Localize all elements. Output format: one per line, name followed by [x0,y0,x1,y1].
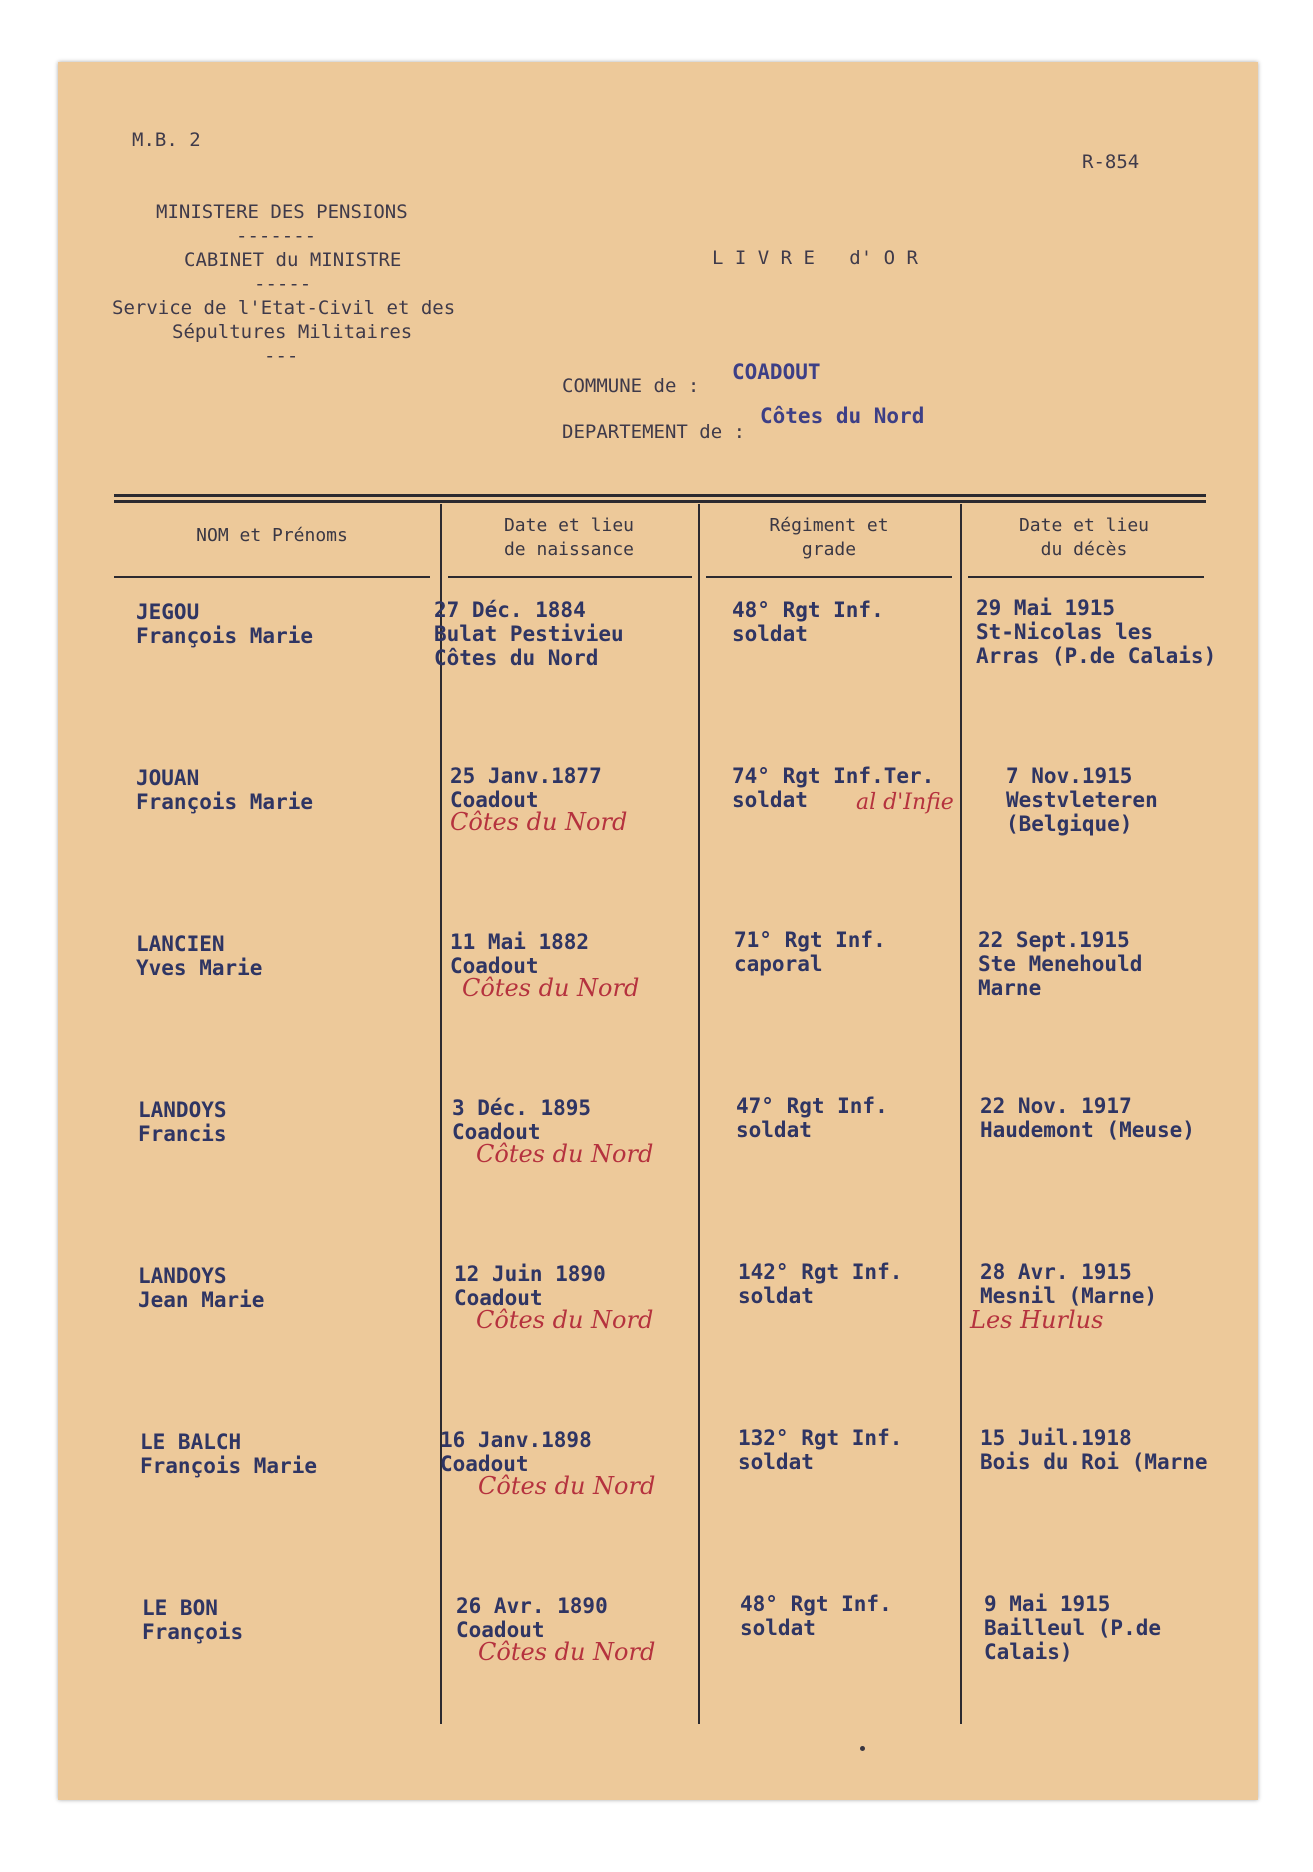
cabinet-name: CABINET du MINISTRE [184,249,402,271]
row-6-nom: LE BON François [142,1596,244,1644]
row-2-nom: LANCIEN Yves Marie [136,932,263,980]
row-2-naissance-handwritten: Côtes du Nord [462,974,640,1002]
row-4-deces: 28 Avr. 1915 Mesnil (Marne) [980,1260,1158,1308]
service-line-2: Sépultures Militaires [172,321,413,343]
row-1-naissance: 25 Janv.1877 Coadout [450,764,602,812]
ministry-name: MINISTERE DES PENSIONS [156,201,408,223]
header-underline [706,576,952,578]
row-4-naissance: 12 Juin 1890 Coadout [454,1262,606,1310]
row-1-deces: 7 Nov.1915 Westvleteren (Belgique) [1006,764,1158,836]
row-4-deces-handwritten: Les Hurlus [970,1306,1104,1334]
row-3-naissance-handwritten: Côtes du Nord [476,1140,654,1168]
row-3-deces: 22 Nov. 1917 Haudemont (Meuse) [980,1094,1195,1142]
separator: --- [264,345,299,367]
row-6-regiment: 48° Rgt Inf. soldat [740,1592,892,1640]
row-1-naissance-handwritten: Côtes du Nord [450,808,628,836]
commune-value: COADOUT [732,360,821,384]
header-underline [968,576,1204,578]
row-6-naissance-handwritten: Côtes du Nord [478,1638,656,1666]
column-header-deces: Date et lieu du décès [1018,515,1150,560]
row-5-nom: LE BALCH François Marie [140,1430,318,1478]
column-divider [960,504,962,1724]
header-underline [448,576,692,578]
row-6-deces: 9 Mai 1915 Bailleul (P.de Calais) [984,1592,1162,1664]
commune-label: COMMUNE de : [562,375,700,397]
row-5-regiment: 132° Rgt Inf. soldat [738,1426,903,1474]
header-underline [114,576,430,578]
row-0-nom: JEGOU François Marie [136,600,314,648]
row-4-nom: LANDOYS Jean Marie [138,1264,265,1312]
row-4-regiment: 142° Rgt Inf. soldat [738,1260,903,1308]
column-header-nom: NOM et Prénoms [196,525,348,546]
separator: ------- [236,225,317,247]
row-1-regiment-handwritten: al d'Infie [856,790,954,815]
row-0-naissance: 27 Déc. 1884 Bulat Pestivieu Côtes du Nord [434,598,624,670]
table-top-rule [114,500,1206,503]
row-2-deces: 22 Sept.1915 Ste Menehould Marne [978,928,1143,1000]
row-0-regiment: 48° Rgt Inf. soldat [732,598,884,646]
row-2-naissance: 11 Mai 1882 Coadout [450,930,590,978]
row-5-deces: 15 Juil.1918 Bois du Roi (Marne [980,1426,1208,1474]
row-1-regiment: 74° Rgt Inf.Ter. soldat [732,764,935,812]
table-top-rule [114,494,1206,497]
column-header-naissance: Date et lieu de naissance [503,515,635,560]
service-line-1: Service de l'Etat-Civil et des [112,297,456,319]
ink-dot [860,1746,865,1751]
departement-value: Côtes du Nord [760,404,925,428]
departement-label: DEPARTEMENT de : [562,421,746,443]
row-3-regiment: 47° Rgt Inf. soldat [736,1094,888,1142]
row-1-nom: JOUAN François Marie [136,766,314,814]
document-title: L I V R E d' O R [712,247,918,269]
document-sheet [58,62,1258,1800]
row-3-naissance: 3 Déc. 1895 Coadout [452,1096,592,1144]
separator: ----- [254,273,312,295]
row-6-naissance: 26 Avr. 1890 Coadout [456,1594,608,1642]
row-4-naissance-handwritten: Côtes du Nord [476,1306,654,1334]
column-divider [698,504,700,1724]
row-3-nom: LANDOYS Francis [138,1098,227,1146]
row-2-regiment: 71° Rgt Inf. caporal [734,928,886,976]
row-0-deces: 29 Mai 1915 St-Nicolas les Arras (P.de Calais) [976,596,1217,668]
row-5-naissance: 16 Janv.1898 Coadout [440,1428,592,1476]
form-code: M.B. 2 [132,129,201,151]
row-5-naissance-handwritten: Côtes du Nord [478,1472,656,1500]
column-divider [440,504,442,1724]
column-header-regiment: Régiment et grade [769,515,889,560]
reference-number: R-854 [1082,151,1140,173]
